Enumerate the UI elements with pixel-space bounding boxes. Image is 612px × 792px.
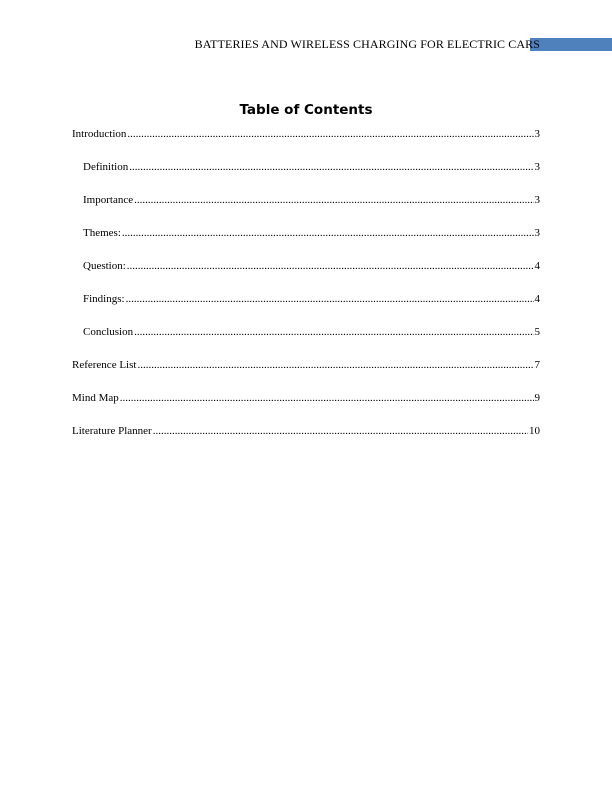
toc-dot-leader — [126, 291, 534, 307]
toc-dot-leader — [134, 324, 533, 340]
toc-entry-literature-planner[interactable] — [72, 423, 540, 456]
toc-entry-question[interactable] — [72, 258, 540, 291]
toc-entry-importance[interactable] — [72, 192, 540, 225]
toc-entry-themes[interactable] — [72, 225, 540, 258]
toc-title: Table of Contents — [239, 102, 373, 118]
toc-entry-page: 3 — [534, 161, 540, 173]
toc-dot-leader — [122, 225, 534, 241]
toc-dot-leader — [127, 126, 533, 142]
toc-entry-label: Definition — [83, 161, 129, 173]
toc-entry-label: Question: — [83, 260, 126, 272]
toc-entry-label: Importance — [83, 194, 134, 206]
toc-entry-page: 5 — [534, 326, 540, 338]
toc-entry-conclusion[interactable] — [72, 324, 540, 357]
toc-dot-leader — [129, 159, 533, 175]
running-header-title: BATTERIES AND WIRELESS CHARGING FOR ELECTRIC CARS — [194, 37, 540, 51]
toc-entry-page: 3 — [534, 194, 540, 206]
table-of-contents — [72, 126, 540, 456]
toc-dot-leader — [137, 357, 533, 373]
toc-entry-label: Mind Map — [72, 392, 119, 404]
toc-entry-introduction[interactable] — [72, 126, 540, 159]
toc-entry-mind-map[interactable] — [72, 390, 540, 423]
toc-entry-label: Literature Planner — [72, 425, 152, 437]
toc-entry-label: Introduction — [72, 128, 127, 140]
toc-entry-label: Conclusion — [83, 326, 134, 338]
toc-entry-page: 10 — [529, 425, 540, 437]
toc-entry-page: 7 — [534, 359, 540, 371]
toc-entry-page: 4 — [534, 260, 540, 272]
toc-entry-findings[interactable] — [72, 291, 540, 324]
toc-entry-page: 9 — [534, 392, 540, 404]
toc-dot-leader — [134, 192, 533, 208]
toc-dot-leader — [127, 258, 534, 274]
toc-entry-page: 3 — [534, 128, 540, 140]
toc-entry-reference-list[interactable] — [72, 357, 540, 390]
toc-entry-definition[interactable] — [72, 159, 540, 192]
header-accent-bar — [530, 38, 612, 51]
toc-entry-page: 4 — [534, 293, 540, 305]
toc-dot-leader — [153, 423, 528, 439]
toc-entry-page: 3 — [534, 227, 540, 239]
toc-entry-label: Reference List — [72, 359, 137, 371]
toc-dot-leader — [120, 390, 534, 406]
toc-entry-label: Themes: — [83, 227, 121, 239]
toc-entry-label: Findings: — [83, 293, 125, 305]
